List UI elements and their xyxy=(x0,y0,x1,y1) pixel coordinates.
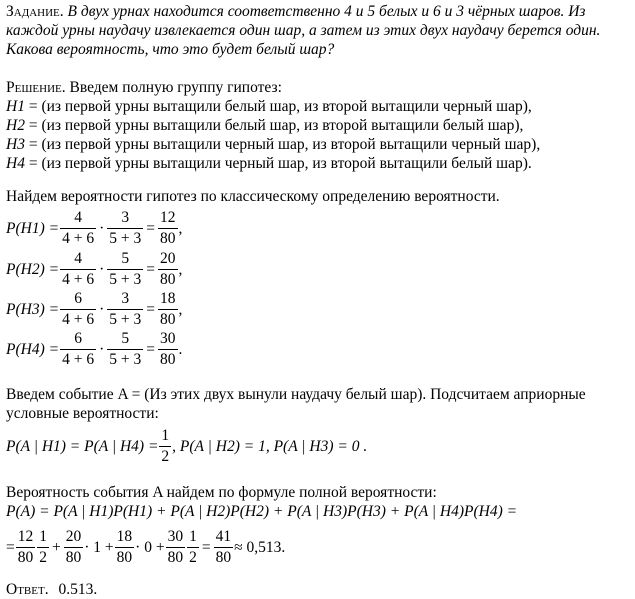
fraction: $\frac{6}{4 + 6}$ xyxy=(62,289,95,328)
hypothesis-name: H3 xyxy=(6,136,25,153)
hypothesis-text: = (из первой урны вытащили белый шар, из второй вытащили белый шар), xyxy=(24,117,524,134)
total-intro: Вероятность события A найдем по формуле полной вероятности: xyxy=(6,484,437,501)
hypothesis-1 xyxy=(6,97,631,116)
hypothesis-name: H1 xyxy=(6,98,25,115)
answer-label: Ответ. xyxy=(6,581,49,598)
fraction: $\frac{1}{2}$ xyxy=(161,426,170,465)
fraction: $\frac{1}{2}$ xyxy=(189,527,197,566)
prob-end: , xyxy=(178,219,183,237)
fraction: $\frac{5}{5 + 3}$ xyxy=(109,329,142,368)
hypothesis-4 xyxy=(6,154,631,173)
prob-row-1: P(H1) = $\frac{4}{4 + 6}$ · $\frac{3}{5 + 3}$ = $\frac{12}{80}$ , xyxy=(6,208,183,247)
hypothesis-text: = (из первой урны вытащили белый шар, из второй вытащили черный шар), xyxy=(24,98,532,115)
fraction: $\frac{1}{2}$ xyxy=(39,527,47,566)
hypothesis-2 xyxy=(6,116,631,135)
prob-end: , xyxy=(178,260,183,278)
approx-result: ≈ 0,513. xyxy=(234,538,286,556)
answer-value: 0.513. xyxy=(58,581,98,598)
answer xyxy=(6,580,631,599)
solution-intro-text: Введем полную группу гипотез: xyxy=(69,79,282,96)
fraction: $\frac{30}{80}$ xyxy=(167,527,184,566)
hypothesis-3 xyxy=(6,135,631,154)
hypothesis-name: H2 xyxy=(6,117,25,134)
total-calculation: = $\frac{12}{80}$ $\frac{1}{2}$ + $\frac{20}{80}$ · 1 + $\frac{18}{80}$ · 0 + $\frac{30}{80}$ $\frac{1}{2}$ = $\frac{41}{80}$ ≈ 0,513. xyxy=(6,527,286,566)
hypothesis-text: = (из первой урны вытащили черный шар, из второй вытащили белый шар). xyxy=(24,155,532,172)
fraction: $\frac{41}{80}$ xyxy=(215,527,232,566)
fraction: $\frac{12}{80}$ xyxy=(160,208,176,247)
prob-lhs: P(H2) = xyxy=(6,260,60,278)
cond-lhs: P(A | H1) = P(A | H4) = xyxy=(6,437,159,455)
fraction: $\frac{18}{80}$ xyxy=(116,527,133,566)
prob-lhs: P(H4) = xyxy=(6,340,60,358)
probs-intro: Найдем вероятности гипотез по классическому определению вероятности. xyxy=(6,188,500,205)
prob-end: . xyxy=(178,340,183,358)
task-label: Задание. xyxy=(6,3,64,20)
prob-end: , xyxy=(178,300,183,318)
prob-row-2: P(H2) = $\frac{4}{4 + 6}$ · $\frac{5}{5 + 3}$ = $\frac{20}{80}$ , xyxy=(6,249,183,288)
fraction: $\frac{5}{5 + 3}$ xyxy=(109,249,142,288)
event-line-2: условные вероятности: xyxy=(6,405,159,422)
prob-lhs: P(H3) = xyxy=(6,300,60,318)
task-paragraph xyxy=(6,2,631,59)
hypothesis-text: = (из первой урны вытащили черный шар, из второй вытащили черный шар), xyxy=(24,136,541,153)
fraction: $\frac{20}{80}$ xyxy=(160,249,176,288)
solution-label: Решение. xyxy=(6,79,66,96)
fraction: $\frac{3}{5 + 3}$ xyxy=(109,208,142,247)
fraction: $\frac{3}{5 + 3}$ xyxy=(109,289,142,328)
fraction: $\frac{4}{4 + 6}$ xyxy=(62,208,95,247)
prob-row-4: P(H4) = $\frac{6}{4 + 6}$ · $\frac{5}{5 + 3}$ = $\frac{30}{80}$ . xyxy=(6,329,183,368)
fraction: $\frac{30}{80}$ xyxy=(160,329,176,368)
cond-rest: , P(A | H2) = 1, P(A | H3) = 0 . xyxy=(172,437,368,455)
solution-intro xyxy=(6,78,631,97)
fraction: $\frac{4}{4 + 6}$ xyxy=(62,249,95,288)
total-formula: P(A) = P(A | H1)P(H1) + P(A | H2)P(H2) + P(A | H3)P(H3) + P(A | H4)P(H4) = xyxy=(6,503,518,520)
fraction: $\frac{18}{80}$ xyxy=(160,289,176,328)
prob-lhs: P(H1) = xyxy=(6,219,60,237)
fraction: $\frac{20}{80}$ xyxy=(65,527,82,566)
hypothesis-name: H4 xyxy=(6,155,25,172)
fraction: $\frac{12}{80}$ xyxy=(17,527,34,566)
conditional-probs xyxy=(6,424,367,468)
event-line-1: Введем событие A = (Из этих двух вынули наудачу белый шар). Подсчитаем априорные xyxy=(6,386,586,403)
task-text: В двух урнах находится соответственно 4 и 5 белых и 6 и 3 чёрных шаров. Из каждой урны наудачу извлекается один шар, а затем из этих двух наудачу берется один. Какова вероятность, что это будет белый шар? xyxy=(6,3,601,58)
fraction: $\frac{6}{4 + 6}$ xyxy=(62,329,95,368)
prob-row-3: P(H3) = $\frac{6}{4 + 6}$ · $\frac{3}{5 + 3}$ = $\frac{18}{80}$ , xyxy=(6,289,183,328)
